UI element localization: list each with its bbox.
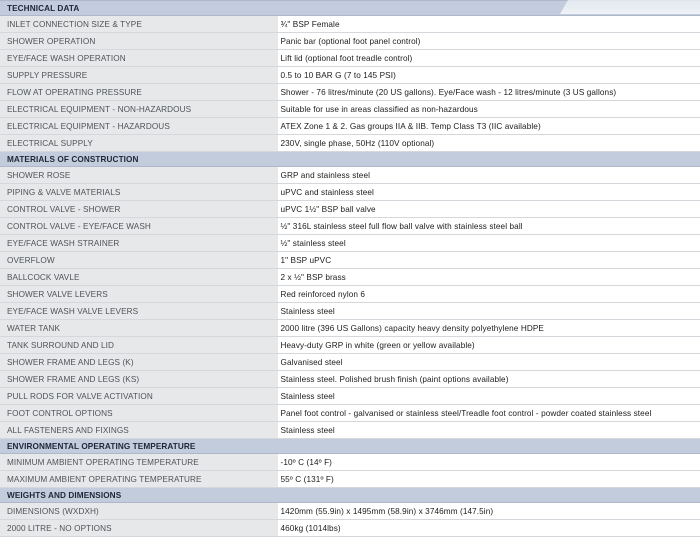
spec-label: SUPPLY PRESSURE xyxy=(0,67,278,84)
spec-label: ELECTRICAL EQUIPMENT - NON-HAZARDOUS xyxy=(0,101,278,118)
spec-label: PIPING & VALVE MATERIALS xyxy=(0,184,278,201)
spec-label: CONTROL VALVE - EYE/FACE WASH xyxy=(0,218,278,235)
spec-value: Galvanised steel xyxy=(278,354,700,371)
spec-label: SHOWER OPERATION xyxy=(0,33,278,50)
table-row xyxy=(0,354,700,371)
section-title: WEIGHTS AND DIMENSIONS xyxy=(0,488,700,503)
spec-label: SHOWER FRAME AND LEGS (KS) xyxy=(0,371,278,388)
table-row xyxy=(0,320,700,337)
spec-label: OVERFLOW xyxy=(0,252,278,269)
spec-label: ELECTRICAL EQUIPMENT - HAZARDOUS xyxy=(0,118,278,135)
table-row xyxy=(0,422,700,439)
table-row xyxy=(0,33,700,50)
spec-label: INLET CONNECTION SIZE & TYPE xyxy=(0,16,278,33)
spec-label: TANK SURROUND AND LID xyxy=(0,337,278,354)
table-row xyxy=(0,101,700,118)
table-row xyxy=(0,235,700,252)
spec-label: FLOW AT OPERATING PRESSURE xyxy=(0,84,278,101)
table-row xyxy=(0,371,700,388)
spec-value: Stainless steel xyxy=(278,303,700,320)
spec-value: Heavy-duty GRP in white (green or yellow available) xyxy=(278,337,700,354)
spec-label: SHOWER FRAME AND LEGS (K) xyxy=(0,354,278,371)
spec-label: SHOWER VALVE LEVERS xyxy=(0,286,278,303)
spec-value: ¾" BSP Female xyxy=(278,16,700,33)
spec-value: uPVC 1½" BSP ball valve xyxy=(278,201,700,218)
spec-value: 460kg (1014lbs) xyxy=(278,520,700,537)
table-row xyxy=(0,337,700,354)
spec-value: ½" 316L stainless steel full flow ball valve with stainless steel ball xyxy=(278,218,700,235)
table-row xyxy=(0,388,700,405)
specification-table-body xyxy=(0,1,700,537)
spec-value: Shower - 76 litres/minute (20 US gallons). Eye/Face wash - 12 litres/minute (3 US gallons) xyxy=(278,84,700,101)
table-row xyxy=(0,135,700,152)
table-row xyxy=(0,286,700,303)
spec-label: ALL FASTENERS AND FIXINGS xyxy=(0,422,278,439)
spec-label: DIMENSIONS (WXDXH) xyxy=(0,503,278,520)
table-row xyxy=(0,118,700,135)
table-row xyxy=(0,16,700,33)
section-header xyxy=(0,152,700,167)
table-row xyxy=(0,471,700,488)
table-row xyxy=(0,50,700,67)
spec-value: Lift lid (optional foot treadle control) xyxy=(278,50,700,67)
table-row xyxy=(0,201,700,218)
spec-label: BALLCOCK VAVLE xyxy=(0,269,278,286)
table-row xyxy=(0,520,700,537)
section-title: ENVIRONMENTAL OPERATING TEMPERATURE xyxy=(0,439,700,454)
spec-label: MINIMUM AMBIENT OPERATING TEMPERATURE xyxy=(0,454,278,471)
table-row xyxy=(0,184,700,201)
table-row xyxy=(0,218,700,235)
table-row xyxy=(0,405,700,422)
spec-label: CONTROL VALVE - SHOWER xyxy=(0,201,278,218)
spec-value: GRP and stainless steel xyxy=(278,167,700,184)
spec-label: 2000 LITRE - NO OPTIONS xyxy=(0,520,278,537)
spec-value: Panel foot control - galvanised or stainless steel/Treadle foot control - powder coated stainless steel xyxy=(278,405,700,422)
spec-value: 230V, single phase, 50Hz (110V optional) xyxy=(278,135,700,152)
spec-value: Red reinforced nylon 6 xyxy=(278,286,700,303)
table-row xyxy=(0,67,700,84)
table-row xyxy=(0,84,700,101)
spec-value: 0.5 to 10 BAR G (7 to 145 PSI) xyxy=(278,67,700,84)
spec-value: 2 x ½" BSP brass xyxy=(278,269,700,286)
spec-value: 55º C (131º F) xyxy=(278,471,700,488)
table-row xyxy=(0,167,700,184)
section-title: MATERIALS OF CONSTRUCTION xyxy=(0,152,700,167)
spec-value: Panic bar (optional foot panel control) xyxy=(278,33,700,50)
spec-label: ELECTRICAL SUPPLY xyxy=(0,135,278,152)
spec-label: MAXIMUM AMBIENT OPERATING TEMPERATURE xyxy=(0,471,278,488)
table-row xyxy=(0,503,700,520)
table-row xyxy=(0,303,700,320)
spec-value: 1420mm (55.9in) x 1495mm (58.9in) x 3746mm (147.5in) xyxy=(278,503,700,520)
spec-label: FOOT CONTROL OPTIONS xyxy=(0,405,278,422)
section-header xyxy=(0,439,700,454)
section-header xyxy=(0,488,700,503)
table-row xyxy=(0,269,700,286)
spec-value: Suitable for use in areas classified as non-hazardous xyxy=(278,101,700,118)
table-row xyxy=(0,454,700,471)
section-title: TECHNICAL DATA xyxy=(0,1,700,16)
spec-label: PULL RODS FOR VALVE ACTIVATION xyxy=(0,388,278,405)
spec-label: EYE/FACE WASH OPERATION xyxy=(0,50,278,67)
spec-value: 2000 litre (396 US Gallons) capacity heavy density polyethylene HDPE xyxy=(278,320,700,337)
spec-value: Stainless steel xyxy=(278,422,700,439)
spec-label: EYE/FACE WASH VALVE LEVERS xyxy=(0,303,278,320)
spec-value: Stainless steel xyxy=(278,388,700,405)
spec-value: Stainless steel. Polished brush finish (paint options available) xyxy=(278,371,700,388)
spec-value: -10º C (14º F) xyxy=(278,454,700,471)
table-row xyxy=(0,252,700,269)
spec-value: ATEX Zone 1 & 2. Gas groups IIA & IIB. Temp Class T3 (IIC available) xyxy=(278,118,700,135)
spec-label: WATER TANK xyxy=(0,320,278,337)
spec-value: 1" BSP uPVC xyxy=(278,252,700,269)
spec-value: uPVC and stainless steel xyxy=(278,184,700,201)
spec-label: EYE/FACE WASH STRAINER xyxy=(0,235,278,252)
spec-label: SHOWER ROSE xyxy=(0,167,278,184)
spec-value: ½" stainless steel xyxy=(278,235,700,252)
